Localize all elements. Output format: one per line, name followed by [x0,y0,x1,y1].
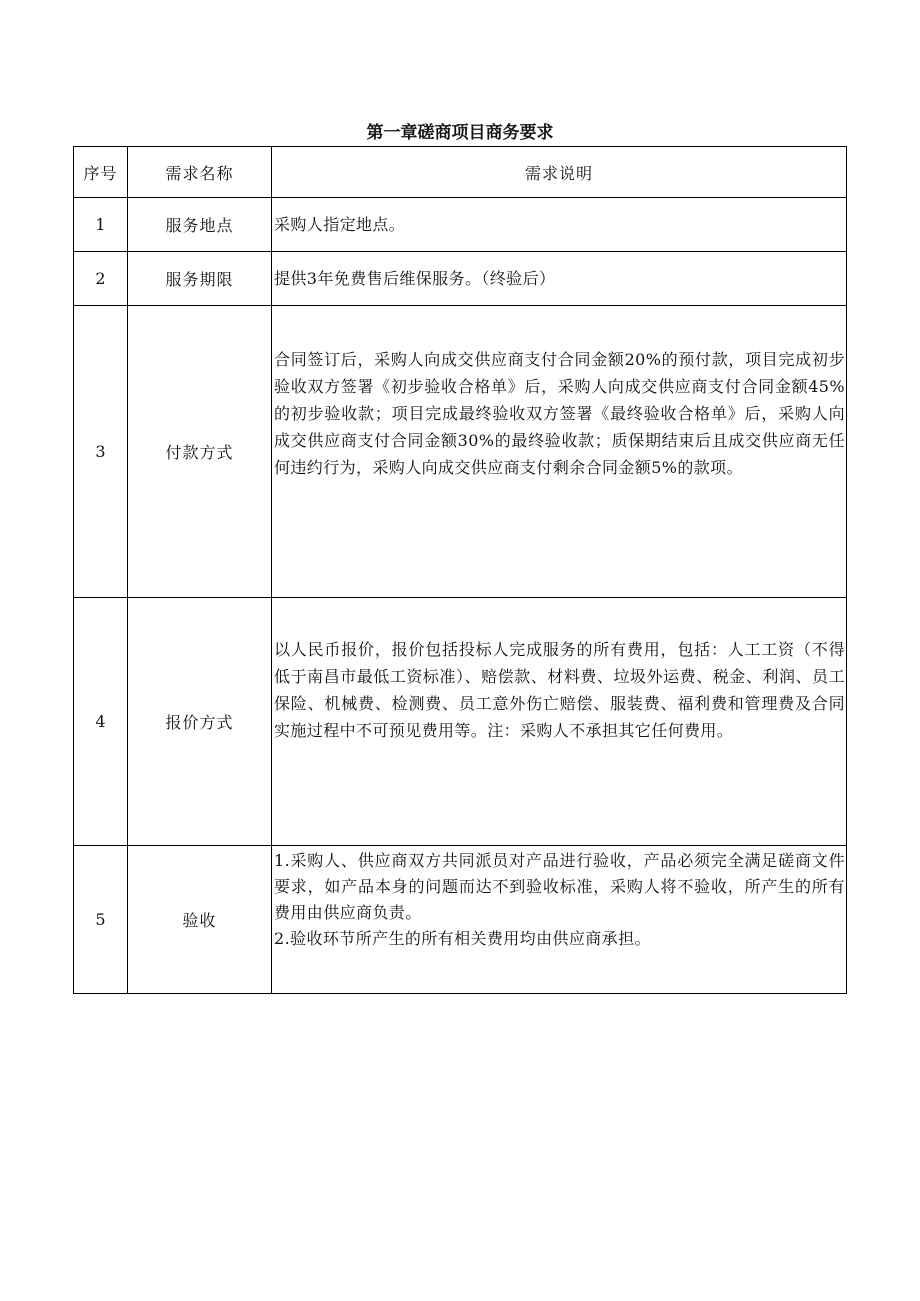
row-no: 3 [74,306,128,598]
table-row [74,198,847,252]
row-no: 1 [74,198,128,252]
table-row [74,846,847,994]
row-name: 服务期限 [128,252,272,306]
row-desc: 合同签订后，采购人向成交供应商支付合同金额20%的预付款，项目完成初步验收双方签署《初步验收合格单》后，采购人向成交供应商支付合同金额45%的初步验收款；项目完成最终验收双方签署《最终验收合格单》后，采购人向成交供应商支付合同金额30%的最终验收款；质保期结束后且成交供应商无任何违约行为，采购人向成交供应商支付剩余合同金额5%的款项。 [272,306,847,598]
row-name: 付款方式 [128,306,272,598]
row-name: 服务地点 [128,198,272,252]
page-title: 第一章磋商项目商务要求 [366,123,554,143]
header-desc: 需求说明 [272,147,847,198]
header-no: 序号 [74,147,128,198]
row-desc: 以人民币报价，报价包括投标人完成服务的所有费用，包括：人工工资（不得低于南昌市最低工资标准）、赔偿款、材料费、垃圾外运费、税金、利润、员工保险、机械费、检测费、员工意外伤亡赔偿、服装费、福利费和管理费及合同实施过程中不可预见费用等。注：采购人不承担其它任何费用。 [272,598,847,846]
header-name: 需求名称 [128,147,272,198]
row-name: 报价方式 [128,598,272,846]
row-no: 5 [74,846,128,994]
acceptance-item-1: 1.采购人、供应商双方共同派员对产品进行验收，产品必须完全满足磋商文件要求，如产品本身的问题而达不到验收标准，采购人将不验收，所产生的所有费用由供应商负责。 [274,851,845,922]
row-desc: 采购人指定地点。 [272,198,847,252]
row-name: 验收 [128,846,272,994]
row-desc: 提供3年免费售后维保服务。（终验后） [272,252,847,306]
table-row [74,306,847,598]
row-desc [272,846,847,994]
row-no: 2 [74,252,128,306]
table-header-row [74,147,847,198]
table-row [74,252,847,306]
table-row [74,598,847,846]
acceptance-item-2: 2.验收环节所产生的所有相关费用均由供应商承担。 [274,929,651,948]
row-no: 4 [74,598,128,846]
requirements-table [73,146,847,994]
